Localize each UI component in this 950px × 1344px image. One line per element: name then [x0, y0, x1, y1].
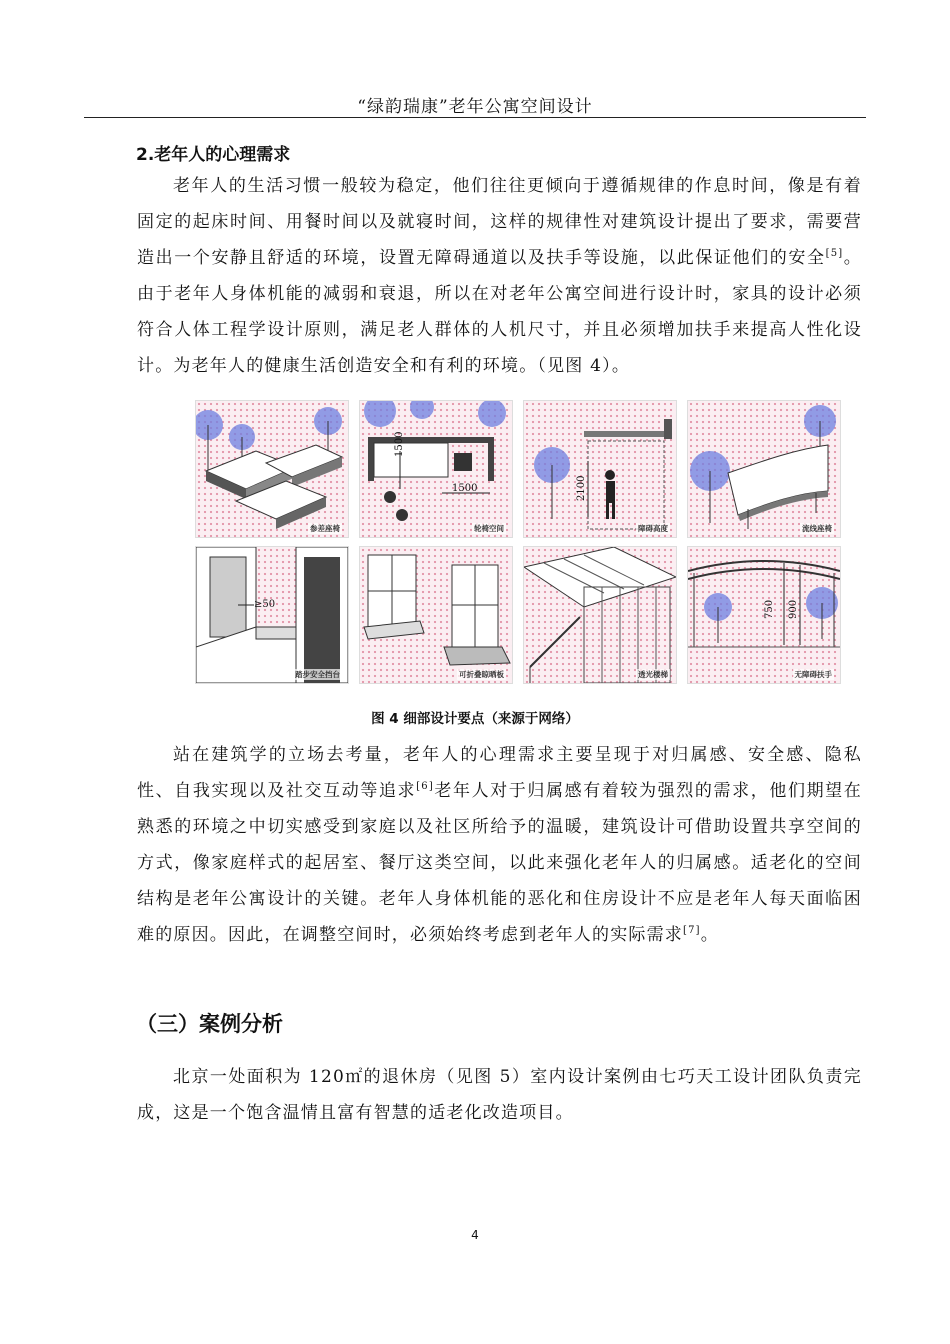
header-rule: [84, 117, 866, 118]
figure-panel-step-safety-curb: [195, 546, 349, 684]
panel-label: 无障碍扶手: [794, 670, 832, 679]
panel-label: 踏步安全挡台: [295, 670, 340, 679]
citation-7: [7]: [683, 925, 701, 936]
translucent-staircase-illustration: [524, 547, 676, 683]
figure-panel-barrier-free-handrail: [687, 546, 841, 684]
figure-caption: 图 4 细部设计要点（来源于网络）: [371, 711, 579, 727]
running-header: “绿韵瑞康”老年公寓空间设计: [357, 97, 593, 117]
dimension-label: 1500: [452, 483, 478, 494]
panel-label: 可折叠晾晒板: [459, 670, 504, 679]
paragraph-case-analysis: 北京一处面积为 120㎡的退休房（见图 5）室内设计案例由七巧天工设计团队负责完成，这是一个饱含温情且富有智慧的适老化改造项目。: [137, 1067, 862, 1123]
paragraph-text: 老年人的生活习惯一般较为稳定，他们往往更倾向于遵循规律的作息时间，像是有着固定的起床时间、用餐时间以及就寝时间，这样的规律性对建筑设计提出了要求，需要营造出一个安静且舒适的环境，设置无障碍通道以及扶手等设施，以此保证他们的安全: [137, 176, 862, 268]
staggered-seats-illustration: [196, 401, 348, 537]
panel-label: 流线座椅: [802, 524, 832, 533]
figure-panel-barrier-height: [523, 400, 677, 538]
panel-label: 参差座椅: [310, 524, 340, 533]
citation-6: [6]: [416, 781, 434, 792]
citation-5: [5]: [825, 248, 844, 259]
figure-panel-translucent-staircase: [523, 546, 677, 684]
figure-panel-streamline-seat: [687, 400, 841, 538]
paragraph-architectural-perspective: [137, 737, 862, 953]
dimension-label: 1500: [394, 431, 405, 457]
dimension-label: 2100: [576, 475, 587, 501]
paragraph-text: 。由于老年人身体机能的减弱和衰退，所以在对老年公寓空间进行设计时，家具的设计必须符合人体工程学设计原则，满足老人群体的人机尺寸，并且必须增加扶手来提高人性化设计。为老年人的健康生活创造安全和有利的环境。（见图 4）。: [137, 248, 863, 376]
streamline-seat-illustration: [688, 401, 840, 537]
figure-panel-folding-drying-board: [359, 546, 513, 684]
section-heading-psychological-needs: 2.老年人的心理需求: [136, 145, 291, 165]
panel-label: 轮椅空间: [474, 524, 504, 533]
section-heading-case-analysis: （三）案例分析: [136, 1012, 283, 1036]
panel-label: 透光楼梯: [638, 670, 668, 679]
paragraph-text: 站在建筑学的立场去考量，老年人的心理需求主要呈现于对归属感、安全感、隐私性、自我实现以及社交互动等追求: [137, 745, 862, 801]
figure-panel-staggered-seats: [195, 400, 349, 538]
folding-drying-board-illustration: [360, 547, 512, 683]
panel-label: 障碍高度: [638, 524, 668, 533]
figure-panel-wheelchair-space: [359, 400, 513, 538]
page-number: 4: [471, 1228, 479, 1242]
dimension-label: ≥50: [254, 599, 276, 610]
paragraph-text: 老年人对于归属感有着较为强烈的需求，他们期望在熟悉的环境之中切实感受到家庭以及社区所给予的温暖，建筑设计可借助设置共享空间的方式，像家庭样式的起居室、餐厅这类空间，以此来强化老年人的归属感。适老化的空间结构是老年公寓设计的关键。老年人身体机能的恶化和住房设计不应是老年人每天面临困难的原因。因此，在调整空间时，必须始终考虑到老年人的实际需求: [137, 781, 862, 945]
dimension-label: 750: [764, 599, 775, 619]
figure-4: [195, 400, 840, 684]
barrier-height-illustration: [524, 401, 676, 537]
paragraph-text: 。: [700, 925, 719, 945]
step-safety-curb-illustration: [196, 547, 348, 683]
dimension-label: 900: [788, 599, 799, 619]
wheelchair-space-illustration: [360, 401, 512, 537]
paragraph-psychological-needs: [137, 168, 862, 384]
